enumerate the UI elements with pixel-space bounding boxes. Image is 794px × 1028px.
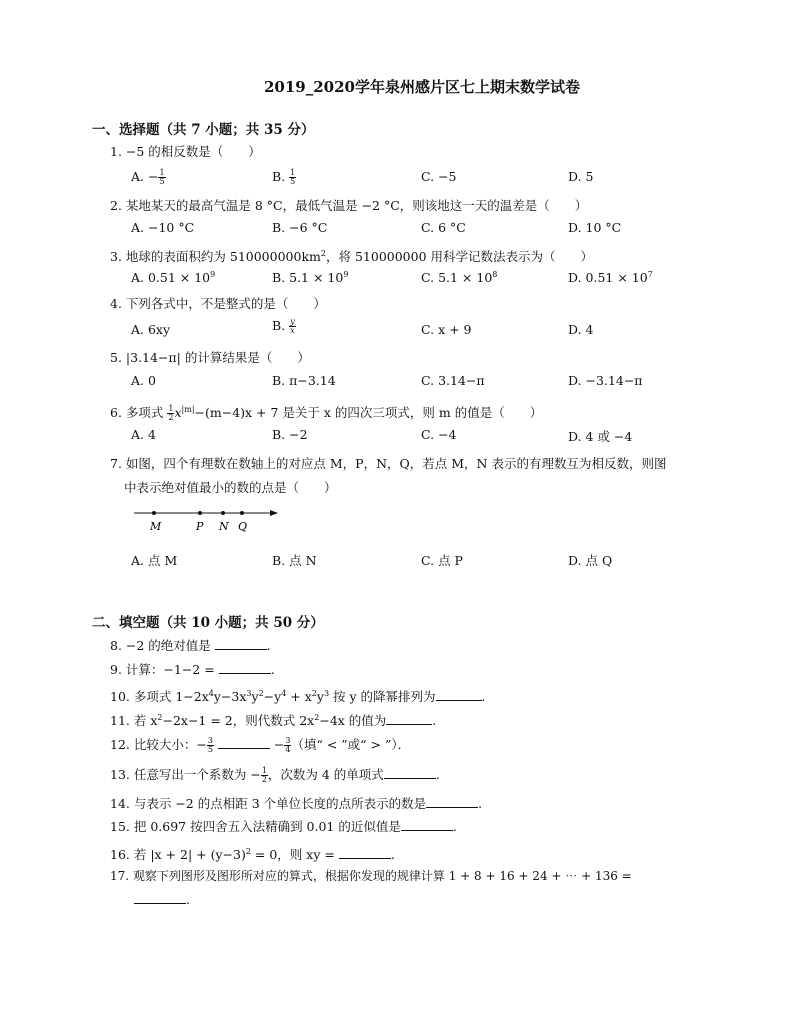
q3-option-b[interactable]	[272, 270, 348, 285]
q11-text: −4x 的值为	[319, 713, 387, 729]
exponent: 2	[258, 689, 264, 698]
exponent: 9	[210, 270, 216, 279]
q3-a-label: A. 0.51 × 10	[131, 270, 211, 286]
q4-option-b[interactable]	[272, 318, 296, 335]
numerator: 1	[168, 404, 174, 414]
answer-blank[interactable]	[401, 820, 453, 831]
denominator: 2	[261, 775, 267, 784]
q11-end: .	[432, 713, 437, 729]
q6-stem	[110, 402, 542, 422]
q10	[110, 686, 486, 705]
numerator: 3	[285, 736, 291, 745]
answer-blank[interactable]	[134, 893, 186, 904]
q3-stem-part: ，将 510000000 用科学记数法表示为（ ）	[325, 249, 594, 265]
denominator: 5	[290, 177, 296, 186]
q6-option-c[interactable]: C. −4	[421, 427, 457, 442]
q7-option-a[interactable]: A. 点 M	[131, 553, 178, 568]
exponent: 3	[323, 689, 330, 698]
q17-end: .	[186, 892, 190, 907]
q16-end: .	[390, 847, 395, 863]
point-m-label: M	[150, 520, 162, 533]
q1-option-c[interactable]: C. −5	[421, 169, 457, 184]
exponent: 2	[245, 847, 251, 856]
exponent: |m|	[181, 405, 195, 414]
exponent: 9	[343, 270, 349, 279]
numerator: 1	[290, 168, 296, 177]
answer-blank[interactable]	[219, 663, 271, 674]
q10-text: y	[251, 689, 259, 705]
q1-a-label: A. −	[131, 169, 159, 184]
q7-stem-line2: 中表示绝对值最小的数的点是（ ）	[124, 480, 337, 495]
q10-text: y	[316, 689, 324, 705]
q15-text: 15. 把 0.697 按四舍五入法精确到 0.01 的近似值是	[110, 819, 401, 834]
q14-text: 14. 与表示 −2 的点相距 3 个单位长度的点所表示的数是	[110, 796, 427, 811]
number-line-figure	[130, 504, 285, 534]
q9-text: 9. 计算：−1−2 =	[110, 662, 215, 677]
exponent: 4	[208, 689, 214, 698]
q12	[110, 737, 410, 754]
q10-text: + x	[286, 689, 312, 705]
q15-end: .	[452, 819, 457, 834]
answer-blank[interactable]	[218, 738, 270, 749]
q8-text: 8. −2 的绝对值是	[110, 638, 211, 653]
q1-option-d[interactable]: D. 5	[568, 169, 594, 184]
q3-stem	[110, 246, 593, 265]
q3-option-c[interactable]	[421, 270, 497, 285]
exponent: 2	[157, 713, 163, 722]
q16-text: 16. 若 |x + 2| + (y−3)	[110, 847, 246, 863]
q6-option-d[interactable]: D. 4 或 −4	[568, 429, 633, 444]
q9-end: .	[270, 662, 275, 677]
q9	[110, 662, 275, 678]
q6-var: x	[174, 405, 182, 421]
q3-option-d[interactable]	[568, 270, 653, 285]
q8-end: .	[266, 638, 271, 653]
point-q-dot	[240, 511, 244, 515]
q16	[110, 844, 395, 863]
q7-option-d[interactable]: D. 点 Q	[568, 553, 613, 568]
answer-blank[interactable]	[426, 797, 478, 808]
q1-option-a[interactable]	[131, 169, 166, 186]
q10-text: −y	[263, 689, 282, 705]
q13-end: .	[435, 767, 440, 782]
q4-option-a[interactable]: A. 6xy	[131, 322, 171, 337]
q3-d-label: D. 0.51 × 10	[568, 270, 648, 286]
answer-blank[interactable]	[436, 690, 482, 701]
q6-stem-part: −(m−4)x + 7 是关于 x 的四次三项式，则 m 的值是（ ）	[194, 405, 543, 421]
exponent: 2	[311, 689, 317, 698]
q12-text: （填“ < ”或“ > ”）．	[291, 737, 411, 752]
exponent: 7	[647, 270, 653, 279]
point-p-dot	[198, 511, 202, 515]
q6-option-b[interactable]: B. −2	[272, 427, 308, 442]
q12-text: −	[273, 737, 285, 752]
q5-option-c[interactable]: C. 3.14−π	[421, 373, 485, 388]
q6-option-a[interactable]: A. 4	[131, 427, 156, 442]
exponent: 2	[320, 249, 326, 258]
denominator: 2	[168, 413, 174, 423]
point-q-label: Q	[238, 520, 248, 533]
fraction	[289, 318, 296, 335]
q14-end: .	[478, 796, 483, 811]
fraction	[207, 737, 214, 754]
q5-option-a[interactable]: A. 0	[131, 373, 156, 388]
denominator: 5	[159, 177, 165, 186]
fraction	[289, 169, 296, 186]
answer-blank[interactable]	[386, 714, 432, 725]
point-p-label: P	[196, 520, 204, 533]
numerator: 3	[207, 736, 213, 745]
q5-stem: 5. |3.14−π| 的计算结果是（ ）	[110, 350, 310, 365]
q11-text: 11. 若 x	[110, 713, 158, 729]
q2-option-c[interactable]: C. 6 °C	[421, 220, 466, 235]
denominator: x	[290, 326, 295, 335]
q2-option-a[interactable]: A. −10 °C	[131, 220, 195, 235]
q4-option-c[interactable]: C. x + 9	[421, 322, 472, 337]
point-n-dot	[221, 511, 225, 515]
q10-text: 按 y 的降幂排列为	[329, 689, 436, 705]
q4-stem: 4. 下列各式中，不是整式的是（ ）	[110, 296, 326, 311]
q8	[110, 638, 271, 654]
q3-b-label: B. 5.1 × 10	[272, 270, 344, 286]
numerator: 1	[159, 168, 165, 177]
q2-stem: 2. 某地某天的最高气温是 8 °C，最低气温是 −2 °C，则该地这一天的温差是（ ）	[110, 198, 588, 213]
q3-c-label: C. 5.1 × 10	[421, 270, 493, 286]
q7-option-c[interactable]: C. 点 P	[421, 553, 463, 568]
q4-b-label: B.	[272, 318, 290, 333]
exponent: 2	[314, 713, 320, 722]
q10-text: y−3x	[213, 689, 247, 705]
q6-stem-part: 6. 多项式	[110, 405, 168, 421]
q17-line2	[134, 892, 190, 908]
numerator: y	[290, 317, 295, 326]
exponent: 8	[492, 270, 498, 279]
q12-text: 12. 比较大小：−	[110, 737, 207, 752]
q7-option-b[interactable]: B. 点 N	[272, 553, 317, 568]
fraction	[261, 767, 268, 784]
q13-text: ，次数为 4 的单项式	[267, 767, 384, 782]
q11	[110, 710, 436, 729]
q1-option-b[interactable]	[272, 169, 296, 186]
q15	[110, 819, 457, 835]
q17-line1: 17. 观察下列图形及图形所对应的算式，根据你发现的规律计算 1 + 8 + 16 + 24 + ⋯ + 136 =	[110, 869, 632, 883]
point-m-dot	[152, 511, 156, 515]
q5-option-d[interactable]: D. −3.14−π	[568, 373, 643, 388]
q7-stem-line1: 7. 如图，四个有理数在数轴上的对应点 M，P，N，Q，若点 M，N 表示的有理数互为相反数，则图	[110, 456, 667, 471]
point-n-label: N	[219, 520, 229, 533]
q10-end: .	[481, 689, 486, 705]
fraction	[158, 169, 165, 186]
q16-text: = 0，则 xy =	[250, 847, 335, 863]
denominator: 4	[285, 745, 291, 754]
denominator: 5	[207, 745, 213, 754]
q14	[110, 796, 482, 812]
number-line-arrow-icon	[270, 510, 278, 516]
q2-option-b[interactable]: B. −6 °C	[272, 220, 328, 235]
q2-option-d[interactable]: D. 10 °C	[568, 220, 622, 235]
q13	[110, 767, 440, 784]
answer-blank[interactable]	[384, 768, 436, 779]
q11-text: −2x−1 = 2，则代数式 2x	[162, 713, 315, 729]
q5-option-b[interactable]: B. π−3.14	[272, 373, 336, 388]
section1-heading: 一、选择题（共 7 小题；共 35 分）	[92, 122, 315, 138]
answer-blank[interactable]	[215, 639, 267, 650]
q1-b-label: B.	[272, 169, 290, 184]
exponent: 4	[281, 689, 287, 698]
q13-text: 13. 任意写出一个系数为 −	[110, 767, 261, 782]
document-title: 2019_2020学年泉州感片区七上期末数学试卷	[264, 78, 580, 96]
q3-option-a[interactable]	[131, 270, 215, 285]
q1-stem: 1. −5 的相反数是（ ）	[110, 144, 261, 159]
exponent: 3	[246, 689, 252, 698]
answer-blank[interactable]	[339, 848, 391, 859]
numerator: 1	[261, 766, 267, 775]
q4-option-d[interactable]: D. 4	[568, 322, 594, 337]
section2-heading: 二、填空题（共 10 小题；共 50 分）	[92, 615, 324, 631]
q10-text: 10. 多项式 1−2x	[110, 689, 209, 705]
q3-stem-part: 3. 地球的表面积约为 510000000km	[110, 249, 321, 265]
